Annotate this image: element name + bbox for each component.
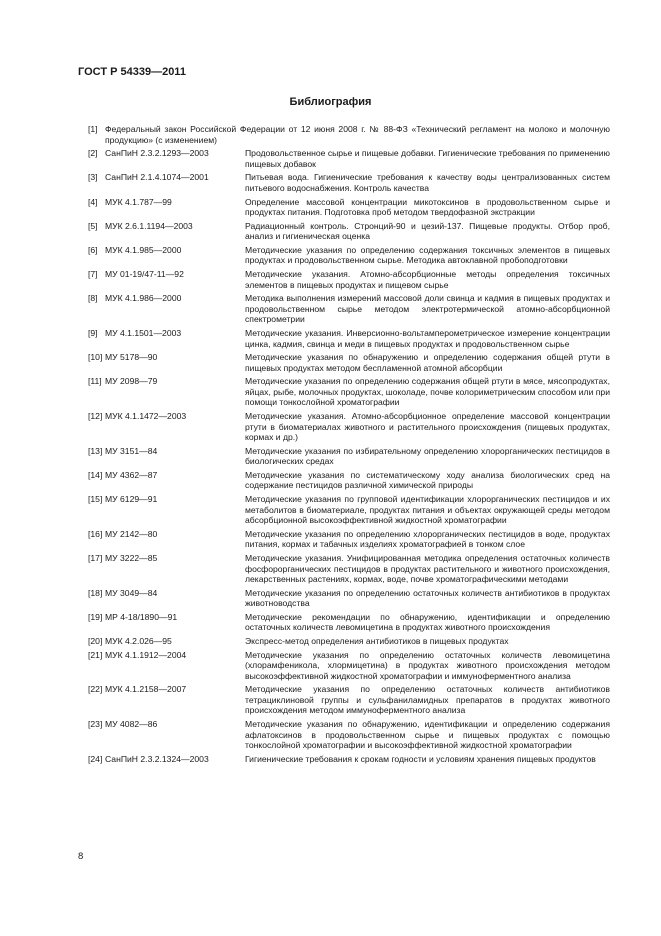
bibliography-entry [88, 553, 610, 585]
entry-number: [23] [88, 719, 103, 730]
bibliography-entry [88, 636, 610, 647]
entry-description: Методические указания по определению остаточных количеств левомицетина (хлорамфеникола, хлормицетина) в продуктах животного происхождения методом высокоэффективной жидкостной хроматографии и иммуноферментного анализа [245, 649, 610, 681]
entry-description: Методические рекомендации по обнаружению, идентификации и определению остаточных количеств левомицетина в продуктах животного происхождения [245, 611, 610, 633]
bibliography-entry [88, 494, 610, 526]
bibliography-entry [88, 754, 610, 765]
entry-number: [9] [88, 328, 98, 338]
entry-code: МУ 3049—84 [105, 587, 158, 598]
entry-description: Методические указания по определению содержания токсичных элементов в пищевых продуктах и продовольственном сырье. Методика автоклавной пробоподготовки [245, 244, 610, 266]
entry-number: [7] [88, 269, 98, 280]
bibliography-entry [88, 328, 610, 349]
entry-number: [22] [88, 684, 103, 695]
bibliography-entry [88, 446, 610, 467]
entry-code: МУК 4.1.2158—2007 [105, 684, 187, 695]
entry-code: МУ 2142—80 [105, 528, 158, 539]
entry-number: [24] [88, 753, 103, 764]
bibliography-entry [88, 529, 610, 550]
entry-code: МУ 6129—91 [105, 494, 158, 505]
bibliography-entry [88, 172, 610, 193]
entry-code: СанПиН 2.1.4.1074—2001 [105, 172, 209, 183]
entry-code: МУ 3222—85 [105, 553, 158, 563]
entry-number: [21] [88, 649, 103, 660]
entry-code: МУ 4082—86 [105, 719, 158, 730]
entry-description: Гигиенические требования к срокам годности и условиям хранения пищевых продуктов [245, 753, 596, 764]
bibliography-entry [88, 269, 610, 290]
bibliography-entry [88, 411, 610, 443]
entry-number: [20] [88, 636, 103, 647]
entry-description: Методические указания по определению остаточных количеств антибиотиков тетрациклиновой группы и сульфаниламидных препаратов в продуктах животного происхождения методом иммуноферментного анализа [245, 684, 610, 716]
entry-number: [4] [88, 196, 98, 207]
bibliography-entry [88, 650, 610, 682]
entry-description: Федеральный закон Российской Федерации от 12 июня 2008 г. № 88-ФЗ «Технический регламент на молоко и молочную продукцию» (с изменением) [105, 124, 610, 145]
entry-description: Методические указания по групповой идентификации хлорорганических пестицидов и их метаболитов в биоматериале, продуктах питания и объектах окружающей среды методом абсорбционной высокоэффективной жидкостной хроматографии [245, 494, 610, 526]
bibliography-entry [88, 221, 610, 242]
bibliography-entry [88, 684, 610, 716]
bibliography-entry [88, 197, 610, 218]
entry-number: [16] [88, 528, 103, 539]
entry-number: [8] [88, 293, 98, 304]
entry-description: Методические указания. Унифицированная методика определения остаточных количеств фосфорорганических пестицидов в продуктах растительного и животного происхождения, лекарственных растениях, кормах, воде, почве хроматографическими методами [245, 553, 610, 584]
entry-code: МУ 4.1.1501—2003 [105, 328, 182, 338]
entry-code: СанПиН 2.3.2.1324—2003 [105, 753, 209, 764]
bibliography-entry [88, 293, 610, 325]
bibliography-entry [88, 245, 610, 266]
entry-code: МУ 3151—84 [105, 445, 158, 456]
bibliography-list [88, 124, 610, 768]
entry-number: [14] [88, 469, 103, 480]
bibliography-entry [88, 376, 610, 408]
entry-code: МУК 4.1.1912—2004 [105, 649, 187, 660]
entry-description: Методические указания по определению остаточных количеств антибиотиков в продуктах животноводства [245, 587, 610, 609]
entry-number: [11] [88, 376, 102, 387]
entry-number: [18] [88, 587, 103, 598]
entry-description: Методические указания по определению содержания общей ртути в мясе, мясопродуктах, яйцах, рыбе, молочных продуктах, шоколаде, почве колориметрическим способом или при помощи тонкослойной хроматографии [245, 376, 610, 408]
entry-description: Методические указания по обнаружению, идентификации и определению содержания афлатоксинов в продовольственном сырье и пищевых продуктах с помощью тонкослойной хроматографии и высокоэффективной жидкостной хроматографии [245, 719, 610, 751]
entry-description: Экспресс-метод определения антибиотиков в пищевых продуктах [245, 636, 509, 647]
entry-description: Методика выполнения измерений массовой доли свинца и кадмия в пищевых продуктах и продовольственном сырье методом электротермической атомно-абсорбционной спектрометрии [245, 293, 610, 325]
entry-description: Радиационный контроль. Стронций-90 и цезий-137. Пищевые продукты. Отбор проб, анализ и гигиеническая оценка [245, 220, 610, 242]
entry-description: Методические указания. Атомно-абсорбционное определение массовой концентрации ртути в биоматериалах животного и растительного происхождения (пищевых продуктах, кормах и др.) [245, 411, 610, 443]
entry-code: МУК 4.1.985—2000 [105, 244, 182, 255]
entry-number: [2] [88, 148, 98, 159]
entry-number: [5] [88, 220, 98, 231]
entry-code: МУК 2.6.1.1194—2003 [105, 220, 193, 231]
entry-description: Продовольственное сырье и пищевые добавки. Гигиенические требования по применению пищевых добавок [245, 148, 610, 169]
entry-description: Питьевая вода. Гигиенические требования к качеству воды централизованных систем питьевого водоснабжения. Контроль качества [245, 172, 610, 193]
entry-code: МУК 4.1.986—2000 [105, 293, 182, 304]
section-title: Библиография [289, 96, 372, 108]
entry-number: [3] [88, 172, 98, 183]
entry-code: СанПиН 2.3.2.1293—2003 [105, 148, 209, 159]
bibliography-entry [88, 612, 610, 633]
entry-number: [13] [88, 445, 103, 456]
bibliography-entry [88, 719, 610, 751]
entry-description: Методические указания по систематическому ходу анализа биологических сред на содержание пестицидов различной химической природы [245, 469, 610, 491]
entry-code: МУ 4362—87 [105, 469, 158, 480]
bibliography-entry [88, 148, 610, 169]
entry-description: Методические указания. Атомно-абсорбционные методы определения токсичных элементов в пищевых продуктах и пищевом сырье [245, 269, 610, 290]
document-header: ГОСТ Р 54339—2011 [78, 66, 186, 78]
entry-number: [12] [88, 411, 103, 422]
bibliography-entry [88, 470, 610, 491]
entry-description: Методические указания. Инверсионно-вольтамперометрическое измерение концентрации цинка, кадмия, свинца и меди в пищевых продуктах и продовольственном сырье [245, 328, 610, 349]
page-number: 8 [78, 851, 84, 862]
entry-description: Определение массовой концентрации микотоксинов в продовольственном сырье и продуктах питания. Подготовка проб методом твердофазной экстракции [245, 196, 610, 218]
entry-description: Методические указания по определению хлорорганических пестицидов в воде, продуктах питания, кормах и табачных изделиях хроматографией в тонком слое [245, 528, 610, 550]
entry-number: [10] [88, 352, 103, 363]
bibliography-entry [88, 124, 610, 145]
bibliography-entry [88, 588, 610, 609]
entry-number: [19] [88, 611, 103, 622]
entry-code: МУ 01-19/47-11—92 [105, 269, 184, 280]
entry-code: МР 4-18/1890—91 [105, 611, 178, 622]
entry-code: МУ 5178—90 [105, 352, 158, 363]
entry-description: Методические указания по обнаружению и определению содержания общей ртути в пищевых продуктах методом беспламенной атомной абсорбции [245, 352, 610, 373]
entry-code: МУК 4.2.026—95 [105, 636, 172, 647]
entry-code: МУК 4.1.1472—2003 [105, 411, 187, 422]
entry-number: [15] [88, 494, 103, 505]
entry-code: МУ 2098—79 [105, 376, 158, 387]
entry-description: Методические указания по избирательному определению хлорорганических пестицидов в биологических средах [245, 445, 610, 467]
entry-code: МУК 4.1.787—99 [105, 196, 172, 207]
entry-number: [1] [88, 124, 98, 134]
entry-number: [6] [88, 244, 98, 255]
entry-number: [17] [88, 553, 103, 563]
bibliography-entry [88, 352, 610, 373]
